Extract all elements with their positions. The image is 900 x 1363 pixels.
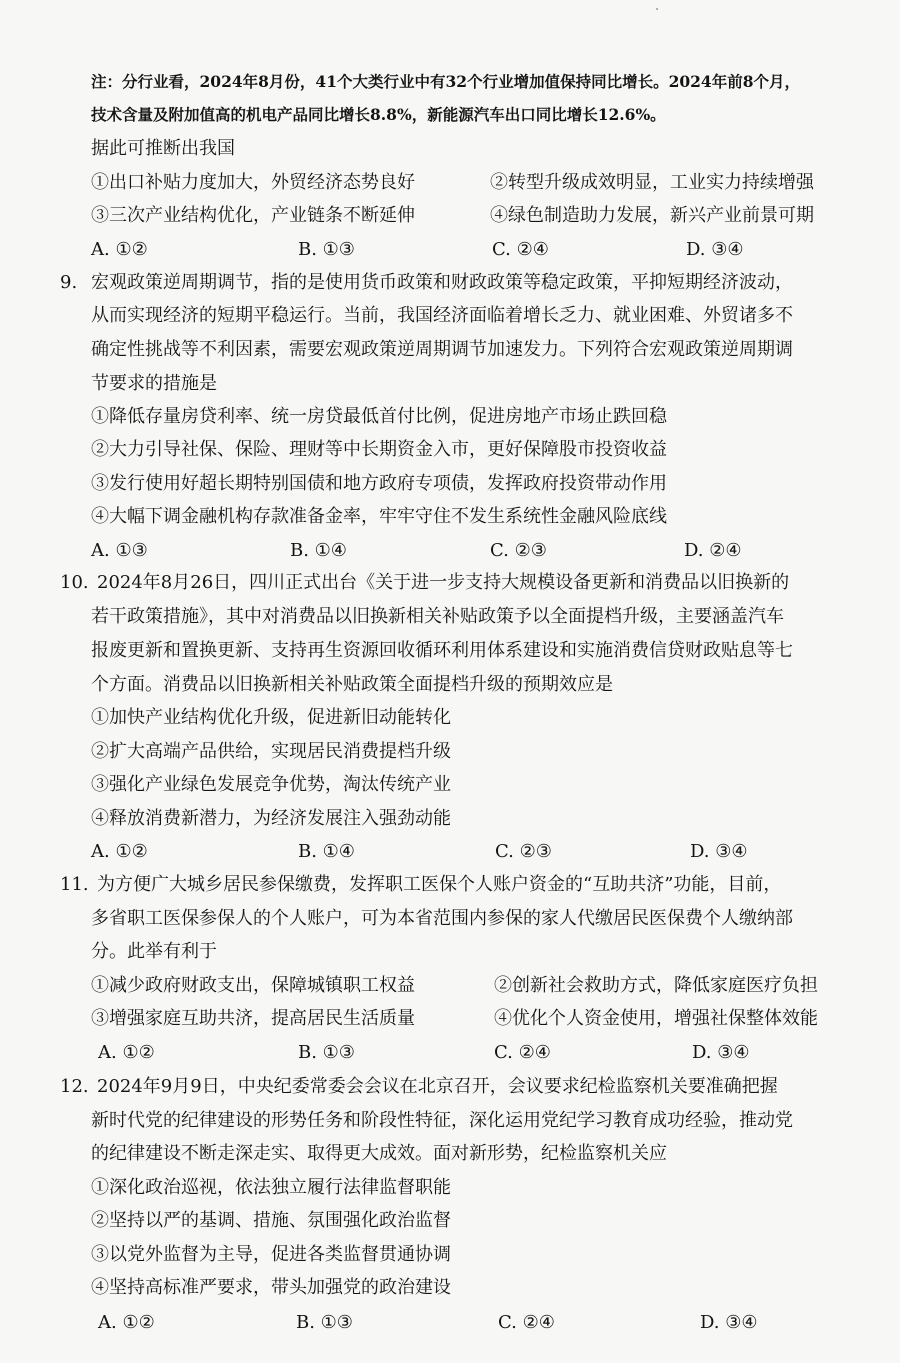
q9-stem-line-3: 确定性挑战等不利因素，需要宏观政策逆周期调节加速发力。下列符合宏观政策逆周期调 [91, 339, 793, 360]
q12-stem-line-1: 2024年9月9日，中央纪委常委会会议在北京召开，会议要求纪检监察机关要准确把握 [97, 1076, 778, 1097]
q12-statement-1: ①深化政治巡视，依法独立履行法律监督职能 [91, 1177, 451, 1198]
q12-option-b[interactable]: B. ①③ [296, 1312, 353, 1333]
q12-option-c[interactable]: C. ②④ [498, 1312, 555, 1333]
q11-statement-3: ③增强家庭互助共济，提高居民生活质量 [91, 1008, 415, 1029]
q11-option-d[interactable]: D. ③④ [692, 1042, 750, 1063]
q10-statement-2: ②扩大高端产品供给，实现居民消费提档升级 [91, 741, 451, 762]
q12-statement-3: ③以党外监督为主导，促进各类监督贯通协调 [91, 1244, 451, 1265]
q9-stem-line-1: 宏观政策逆周期调节，指的是使用货币政策和财政政策等稳定政策，平抑短期经济波动， [91, 272, 793, 293]
q9-stem-line-2: 从而实现经济的短期平稳运行。当前，我国经济面临着增长乏力、就业困难、外贸诸多不 [91, 305, 793, 326]
q8-statement-2: ②转型升级成效明显，工业实力持续增强 [490, 172, 814, 193]
q10-stem-line-4: 个方面。消费品以旧换新相关补贴政策全面提档升级的预期效应是 [91, 674, 613, 695]
q10-option-b[interactable]: B. ①④ [298, 841, 355, 862]
q12-statement-2: ②坚持以严的基调、措施、氛围强化政治监督 [91, 1210, 451, 1231]
note-line-2: 技术含量及附加值高的机电产品同比增长8.8%，新能源汽车出口同比增长12.6%。 [91, 105, 666, 124]
q9-option-d[interactable]: D. ②④ [684, 540, 742, 561]
q12-option-a[interactable]: A. ①② [98, 1312, 155, 1333]
q9-statement-1: ①降低存量房贷利率、统一房贷最低首付比例，促进房地产市场止跌回稳 [91, 406, 667, 427]
q11-number: 11. [60, 874, 89, 895]
q9-statement-2: ②大力引导社保、保险、理财等中长期资金入市，更好保障股市投资收益 [91, 439, 667, 460]
q10-statement-1: ①加快产业结构优化升级，促进新旧动能转化 [91, 707, 451, 728]
q11-stem-line-3: 分。此举有利于 [91, 941, 217, 962]
q11-stem-line-2: 多省职工医保参保人的个人账户，可为本省范围内参保的家人代缴居民医保费个人缴纳部 [91, 908, 793, 929]
q12-number: 12. [60, 1076, 89, 1097]
q10-stem-line-3: 报废更新和置换更新、支持再生资源回收循环利用体系建设和实施消费信贷财政贴息等七 [91, 640, 793, 661]
q10-option-a[interactable]: A. ①② [91, 841, 148, 862]
scan-speck [656, 8, 658, 10]
q8-option-d[interactable]: D. ③④ [686, 239, 744, 260]
q10-number: 10. [60, 572, 89, 593]
q11-option-b[interactable]: B. ①③ [298, 1042, 355, 1063]
q9-number: 9. [60, 272, 78, 293]
q11-option-a[interactable]: A. ①② [98, 1042, 155, 1063]
q11-option-c[interactable]: C. ②④ [494, 1042, 551, 1063]
q12-option-d[interactable]: D. ③④ [700, 1312, 758, 1333]
q8-statement-1: ①出口补贴力度加大，外贸经济态势良好 [91, 172, 415, 193]
q9-option-c[interactable]: C. ②③ [490, 540, 547, 561]
q12-stem-line-2: 新时代党的纪律建设的形势任务和阶段性特征，深化运用党纪学习教育成功经验，推动党 [91, 1110, 793, 1131]
q10-stem-line-1: 2024年8月26日，四川正式出台《关于进一步支持大规模设备更新和消费品以旧换新的 [97, 572, 790, 593]
q10-option-d[interactable]: D. ③④ [690, 841, 748, 862]
q11-statement-4: ④优化个人资金使用，增强社保整体效能 [494, 1008, 818, 1029]
q10-option-c[interactable]: C. ②③ [495, 841, 552, 862]
note-line-1: 注：分行业看，2024年8月份，41个大类行业中有32个行业增加值保持同比增长。2024年前8个月， [91, 72, 800, 91]
q8-statement-4: ④绿色制造助力发展，新兴产业前景可期 [490, 205, 814, 226]
q8-statement-3: ③三次产业结构优化，产业链条不断延伸 [91, 205, 415, 226]
q10-stem-line-2: 若干政策措施》，其中对消费品以旧换新相关补贴政策予以全面提档升级，主要涵盖汽车 [91, 606, 784, 627]
q12-statement-4: ④坚持高标准严要求，带头加强党的政治建设 [91, 1277, 451, 1298]
q12-stem-line-3: 的纪律建设不断走深走实、取得更大成效。面对新形势，纪检监察机关应 [91, 1143, 667, 1164]
q10-statement-4: ④释放消费新潜力，为经济发展注入强劲动能 [91, 808, 451, 829]
q9-statement-4: ④大幅下调金融机构存款准备金率，牢牢守住不发生系统性金融风险底线 [91, 506, 667, 527]
q8-option-a[interactable]: A. ①② [91, 239, 148, 260]
q10-statement-3: ③强化产业绿色发展竞争优势，淘汰传统产业 [91, 774, 451, 795]
q8-option-c[interactable]: C. ②④ [492, 239, 549, 260]
q8-stem: 据此可推断出我国 [91, 138, 235, 159]
q9-option-b[interactable]: B. ①④ [290, 540, 347, 561]
q11-statement-1: ①减少政府财政支出，保障城镇职工权益 [91, 975, 415, 996]
q9-statement-3: ③发行使用好超长期特别国债和地方政府专项债，发挥政府投资带动作用 [91, 473, 667, 494]
q11-statement-2: ②创新社会救助方式，降低家庭医疗负担 [494, 975, 818, 996]
q11-stem-line-1: 为方便广大城乡居民参保缴费，发挥职工医保个人账户资金的“互助共济”功能，目前， [97, 874, 782, 895]
q9-stem-line-4: 节要求的措施是 [91, 373, 217, 394]
q9-option-a[interactable]: A. ①③ [91, 540, 148, 561]
q8-option-b[interactable]: B. ①③ [298, 239, 355, 260]
